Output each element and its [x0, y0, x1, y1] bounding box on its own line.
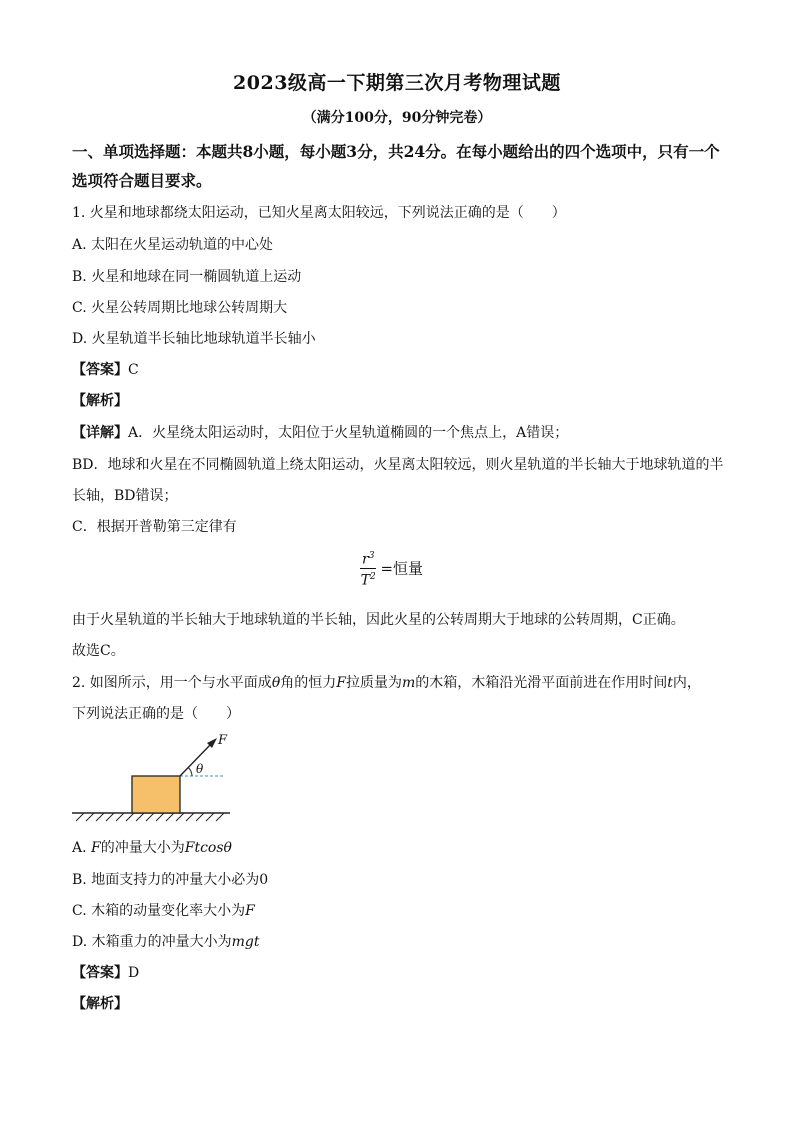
question-1-analysis-tag: 【解析】	[72, 393, 128, 409]
angle-arc	[188, 768, 192, 776]
question-1-option-d: D. 火星轨道半长轴比地球轨道半长轴小	[72, 331, 316, 347]
question-2-stem-line-2: 下列说法正确的是（ ）	[72, 706, 240, 722]
kepler-formula	[360, 548, 423, 588]
force-diagram	[70, 728, 240, 824]
answer-value: C	[128, 362, 139, 378]
formula-fraction: $\frac{r^3}{T^2}$	[360, 548, 376, 588]
ground-hatching	[76, 813, 224, 821]
question-1-detail-5: 由于火星轨道的半长轴大于地球轨道的半长轴，因此火星的公转周期大于地球的公转周期，C正确。	[72, 612, 685, 628]
question-2-answer	[72, 962, 732, 982]
answer-tag: 【答案】	[72, 362, 128, 378]
wooden-box	[132, 776, 180, 813]
question-2-option-d: D. 木箱重力的冲量大小为mgt	[72, 934, 260, 950]
question-2-stem: 2. 如图所示，用一个与水平面成θ角的恒力F拉质量为m的木箱，木箱沿光滑平面前进在作用时间t内，	[72, 675, 701, 691]
angle-label: θ	[196, 762, 204, 776]
question-1-detail-2: BD．地球和火星在不同椭圆轨道上绕太阳运动，火星离太阳较远，则火星轨道的半长轴大于地球轨道的半	[72, 457, 724, 473]
section-heading: 一、单项选择题：本题共8小题，每小题3分，共24分。在每小题给出的四个选项中，只有一个选项符合题目要求。	[72, 142, 720, 190]
question-1-detail-1: 【详解】A．火星绕太阳运动时，太阳位于火星轨道椭圆的一个焦点上，A错误；	[72, 425, 569, 441]
question-2-option-c: C. 木箱的动量变化率大小为F	[72, 903, 255, 919]
question-2-option-a: A. F的冲量大小为Ftcosθ	[72, 840, 232, 856]
question-1-detail-3: 长轴，BD错误；	[72, 488, 178, 504]
page-subtitle: （满分100分，90分钟完卷）	[302, 110, 492, 126]
question-1-stem: 1. 火星和地球都绕太阳运动，已知火星离太阳较远，下列说法正确的是（ ）	[72, 205, 566, 221]
question-2-option-b: B. 地面支持力的冲量大小必为0	[72, 872, 269, 888]
formula-rhs: =恒量	[380, 559, 424, 578]
question-1-option-a: A. 太阳在火星运动轨道的中心处	[72, 237, 274, 253]
question-1-option-b: B. 火星和地球在同一椭圆轨道上运动	[72, 269, 302, 285]
question-1-detail-6: 故选C。	[72, 643, 125, 659]
page-title: 2023级高一下期第三次月考物理试题	[233, 72, 561, 94]
detail-tag: 【详解】	[72, 425, 128, 441]
question-1-detail-4: C．根据开普勒第三定律有	[72, 519, 237, 535]
force-label: F	[218, 733, 228, 748]
question-2-analysis-tag: 【解析】	[72, 996, 128, 1012]
question-1-answer	[72, 359, 732, 379]
answer-value: D	[128, 965, 140, 981]
question-1-option-c: C. 火星公转周期比地球公转周期大	[72, 300, 288, 316]
answer-tag: 【答案】	[72, 965, 128, 981]
